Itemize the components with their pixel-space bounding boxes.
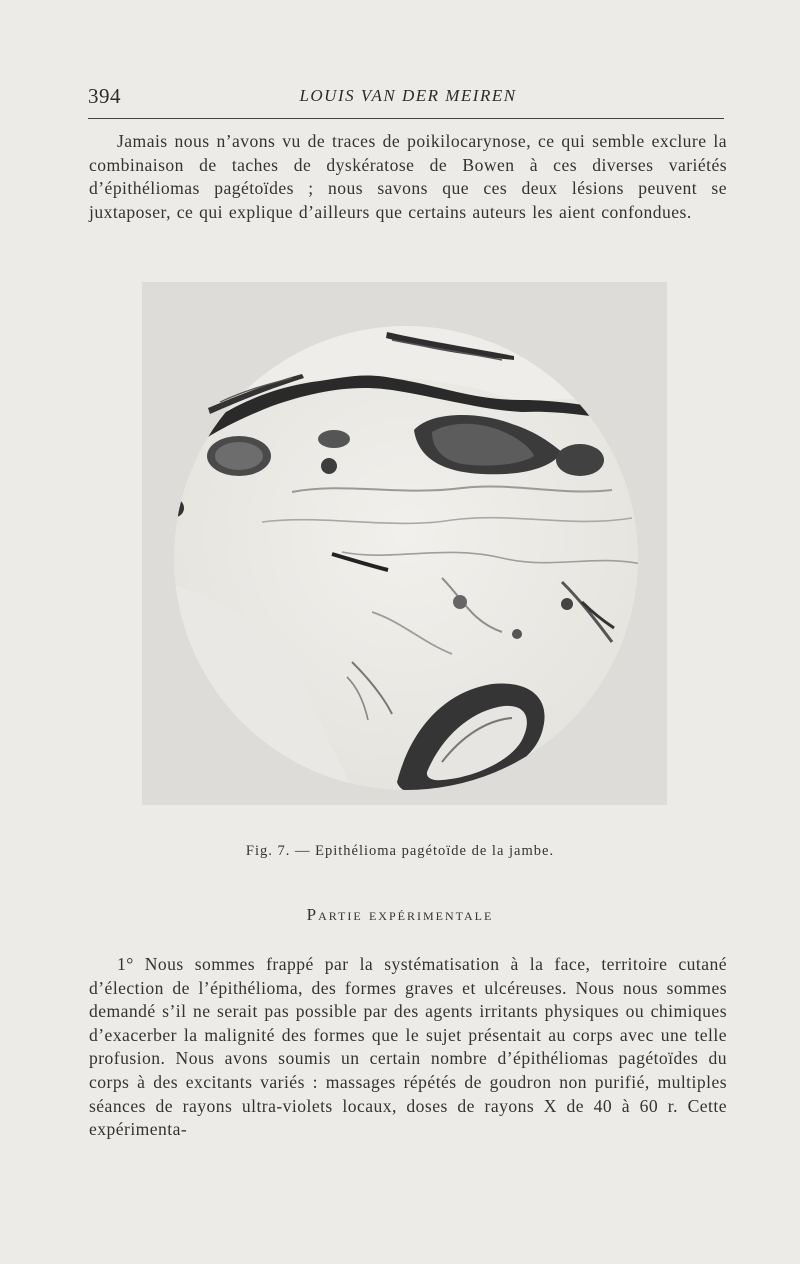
micrograph-figure [142, 282, 667, 805]
section-heading: Partie expérimentale [306, 905, 494, 924]
running-title: LOUIS VAN DER MEIREN [299, 86, 517, 105]
page-number: 394 [88, 84, 121, 108]
running-head [88, 84, 728, 114]
micrograph-image [142, 282, 667, 805]
header-rule [88, 118, 724, 119]
figure-caption: Fig. 7. — Epithélioma pagétoïde de la jambe. [245, 843, 555, 859]
paragraph-2: 1° Nous sommes frappé par la systématisation à la face, territoire cutané d’élection de l’épithélioma, des formes graves et ulcéreuses. Nous nous sommes demandé s’il ne serait pas possible par des agents irritants physiques ou chimiques d’exacerber la malignité des formes que le sujet présentait au corps avec une telle profusion. Nous avons soumis un certain nombre d’épithéliomas pagétoïdes du corps à des excitants variés : massages répétés de goudron non purifié, multiples séances de rayons ultra-violets locaux, doses de rayons X de 40 à 60 r. Cette expérimenta- [89, 954, 727, 1140]
paragraph-1: Jamais nous n’avons vu de traces de poikilocarynose, ce qui semble exclure la combinaison de taches de dyskératose de Bowen à ces diverses variétés d’épithéliomas pagétoïdes ; nous savons que ces deux lésions peuvent se juxtaposer, ce qui explique d’ailleurs que certains auteurs les aient confondues. [89, 131, 727, 222]
